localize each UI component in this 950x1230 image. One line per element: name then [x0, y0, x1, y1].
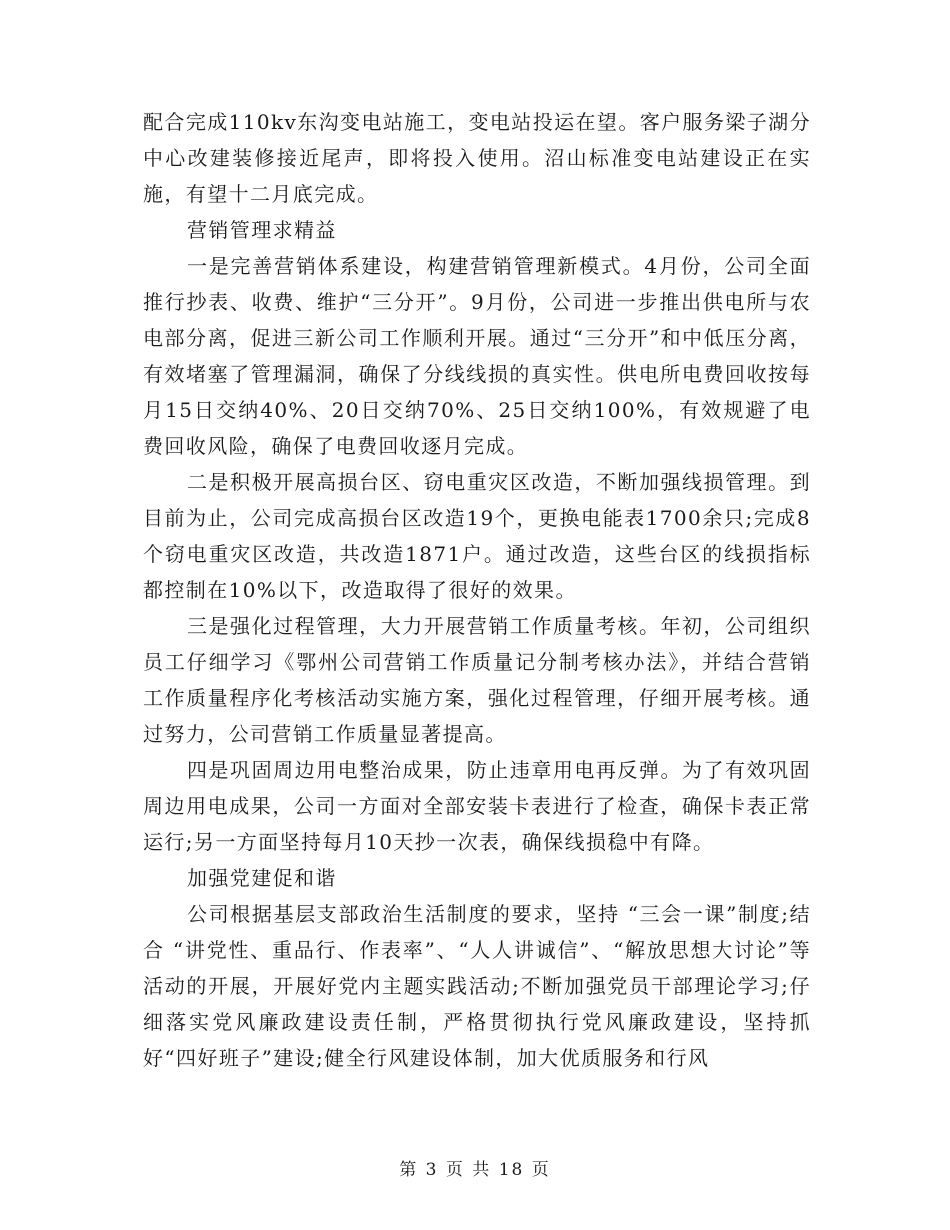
page-label-mid: 页 共 [445, 1160, 492, 1180]
document-body [143, 104, 811, 1076]
total-pages-number: 18 [498, 1160, 525, 1180]
section-heading-party: 加强党建促和谐 [187, 866, 337, 890]
page-footer [0, 1155, 950, 1180]
page-label-prefix: 第 [399, 1160, 419, 1180]
page-label-suffix: 页 [531, 1160, 551, 1180]
paragraph-8: 公司根据基层支部政治生活制度的要求，坚持 “三会一课”制度;结合 “讲党性、重品行、作表率”、“人人讲诚信”、“解放思想大讨论”等活动的开展，开展好党内主题实践活动;不断加强党员干部理论学习;仔细落实党风廉政建设责任制，严格贯彻执行党风廉政建设，坚持抓好“四好班子”建设;健全行风建设体制，加大优质服务和行风 [143, 902, 811, 1070]
section-heading-marketing: 营销管理求精益 [187, 218, 337, 242]
paragraph-1: 配合完成110kv东沟变电站施工，变电站投运在望。客户服务梁子湖分中心改建装修接近尾声，即将投入使用。沼山标准变电站建设正在实施，有望十二月底完成。 [143, 110, 811, 206]
paragraph-5: 三是强化过程管理，大力开展营销工作质量考核。年初，公司组织员工仔细学习《鄂州公司营销工作质量记分制考核办法》，并结合营销工作质量程序化考核活动实施方案，强化过程管理，仔细开展考核。通过努力，公司营销工作质量显著提高。 [143, 614, 811, 746]
paragraph-4: 二是积极开展高损台区、窃电重灾区改造，不断加强线损管理。到目前为止，公司完成高损台区改造19个，更换电能表1700余只;完成8个窃电重灾区改造，共改造1871户。通过改造，这些台区的线损指标都控制在10%以下，改造取得了很好的效果。 [143, 470, 811, 602]
current-page-number: 3 [425, 1160, 439, 1180]
paragraph-6: 四是巩固周边用电整治成果，防止违章用电再反弹。为了有效巩固周边用电成果，公司一方面对全部安装卡表进行了检查，确保卡表正常运行;另一方面坚持每月10天抄一次表，确保线损稳中有降。 [143, 758, 811, 854]
paragraph-3: 一是完善营销体系建设，构建营销管理新模式。4月份，公司全面推行抄表、收费、维护“三分开”。9月份，公司进一步推出供电所与农电部分离，促进三新公司工作顺利开展。通过“三分开”和中低压分离，有效堵塞了管理漏洞，确保了分线线损的真实性。供电所电费回收按每月15日交纳40%、20日交纳70%、25日交纳100%，有效规避了电费回收风险，确保了电费回收逐月完成。 [143, 254, 811, 458]
